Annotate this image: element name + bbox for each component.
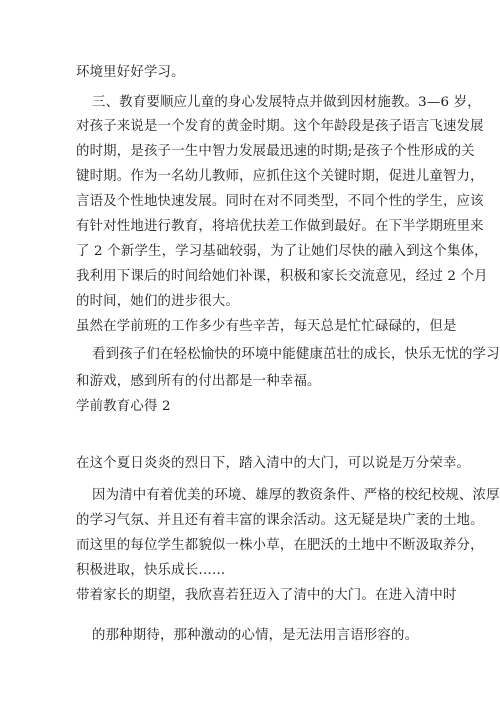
text-line: 环境里好好学习。 <box>76 65 185 80</box>
text-line: 的时期，是孩子一生中智力发展最迅速的时期;是孩子个性形成的关 <box>76 144 475 159</box>
text-line: 积极进取，快乐成长…… <box>76 563 226 578</box>
text-line: 有针对性地进行教育，将培优扶差工作做到最好。在下半学期班里来 <box>76 219 484 234</box>
text-line: 而这里的每位学生都貌似一株小草，在肥沃的土地中不断汲取养分， <box>76 538 484 553</box>
text-line: 对孩子来说是一个发育的黄金时期。这个年龄段是孩子语言飞速发展 <box>76 119 484 134</box>
text-line: 言语及个性地快速发展。同时在对不同类型，不同个性的学生，应该 <box>76 194 484 209</box>
text-line: 的学习气氛、并且还有着丰富的课余活动。这无疑是块广袤的土地。 <box>76 513 484 528</box>
text-line: 因为清中有着优美的环境、雄厚的教资条件、严格的校纪校规、浓厚 <box>92 488 500 503</box>
text-line: 和游戏，感到所有的付出都是一种幸福。 <box>76 374 321 389</box>
text-line: 看到孩子们在轻松愉快的环境中能健康茁壮的成长，快乐无忧的学习 <box>92 347 500 362</box>
text-line: 带着家长的期望，我欣喜若狂迈入了清中的大门。在进入清中时 <box>76 588 457 603</box>
section-heading: 在这个夏日炎炎的烈日下，踏入清中的大门，可以说是万分荣幸。 <box>76 456 471 471</box>
text-line: 键时期。作为一名幼儿教师，应抓住这个关键时期，促进儿童智力， <box>76 169 484 184</box>
text-line: 三、教育要顺应儿童的身心发展特点并做到因材施教。3—6 岁， <box>92 95 481 110</box>
text-line: 学前教育心得 2 <box>76 399 171 414</box>
text-line: 虽然在学前班的工作多少有些辛苦，每天总是忙忙碌碌的，但是 <box>76 319 457 334</box>
text-line: 我利用下课后的时间给她们补课，积极和家长交流意见，经过 2 个月 <box>76 269 488 284</box>
text-line: 的那种期待，那种激动的心情，是无法用言语形容的。 <box>92 628 419 643</box>
text-line: 的时间，她们的进步很大。 <box>76 294 240 309</box>
text-line: 了 2 个新学生，学习基础较弱，为了让她们尽快的融入到这个集体， <box>76 244 488 259</box>
